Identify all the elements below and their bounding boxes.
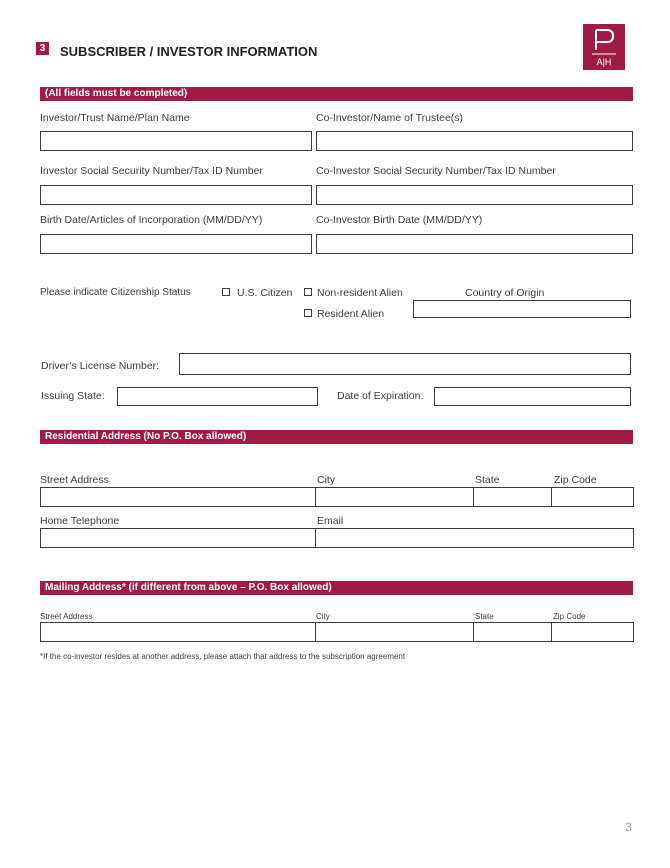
- page-number: 3: [625, 820, 632, 834]
- mail-city-field[interactable]: [315, 622, 474, 642]
- mailing-footnote: *If the co-investor resides at another address, please attach that address to the subscription agreement: [40, 652, 406, 661]
- citizenship-prompt: Please indicate Citizenship Status: [40, 287, 191, 298]
- co-investor-name-field[interactable]: [316, 131, 633, 151]
- res-state-field[interactable]: [473, 487, 552, 507]
- company-logo: [583, 24, 625, 70]
- resident-alien-checkbox[interactable]: [304, 309, 312, 317]
- residential-header: Residential Address (No P.O. Box allowed): [40, 430, 633, 444]
- investor-ssn-label: Investor Social Security Number/Tax ID Number: [40, 165, 263, 177]
- non-resident-label: Non-resident Alien: [317, 287, 403, 299]
- mail-city-label: City: [316, 612, 330, 621]
- investor-name-label: Investor/Trust Name/Plan Name: [40, 112, 190, 124]
- res-state-label: State: [475, 474, 500, 486]
- res-zip-label: Zip Code: [554, 474, 597, 486]
- expiration-label: Date of Expiration:: [337, 390, 424, 402]
- co-investor-ssn-field[interactable]: [316, 185, 633, 205]
- svg-text:A|H: A|H: [596, 57, 612, 67]
- investor-ssn-field[interactable]: [40, 185, 312, 205]
- section-title: SUBSCRIBER / INVESTOR INFORMATION: [60, 44, 318, 59]
- email-label: Email: [317, 515, 344, 527]
- us-citizen-label: U.S. Citizen: [237, 287, 293, 299]
- res-street-field[interactable]: [40, 487, 316, 507]
- co-investor-name-label: Co-Investor/Name of Trustee(s): [316, 112, 464, 124]
- birth-date-field[interactable]: [40, 234, 312, 254]
- mail-street-label: Street Address: [40, 612, 93, 621]
- non-resident-checkbox[interactable]: [304, 288, 312, 296]
- license-number-label: Driver’s License Number:: [41, 360, 160, 372]
- co-investor-ssn-label: Co-Investor Social Security Number/Tax ID Number: [316, 165, 556, 177]
- issuing-state-field[interactable]: [117, 387, 318, 406]
- res-city-label: City: [317, 474, 336, 486]
- ph-logo-icon: [583, 24, 625, 70]
- issuing-state-label: Issuing State:: [41, 390, 105, 402]
- co-birth-date-field[interactable]: [316, 234, 633, 254]
- mailing-header: Mailing Address* (if different from above – P.O. Box allowed): [40, 581, 633, 595]
- resident-alien-label: Resident Alien: [317, 308, 385, 320]
- mail-zip-label: Zip Code: [553, 612, 586, 621]
- mail-zip-field[interactable]: [551, 622, 634, 642]
- home-phone-field[interactable]: [40, 528, 316, 548]
- res-city-field[interactable]: [315, 487, 474, 507]
- expiration-field[interactable]: [434, 387, 631, 406]
- section-number-badge: 3: [36, 42, 49, 55]
- co-birth-date-label: Co-Investor Birth Date (MM/DD/YY): [316, 214, 483, 226]
- birth-date-label: Birth Date/Articles of Incorporation (MM/DD/YY): [40, 214, 263, 226]
- mail-state-label: State: [475, 612, 494, 621]
- email-field[interactable]: [315, 528, 634, 548]
- country-origin-label: Country of Origin: [465, 287, 545, 299]
- res-zip-field[interactable]: [551, 487, 634, 507]
- home-phone-label: Home Telephone: [40, 515, 120, 527]
- all-fields-banner: (All fields must be completed): [40, 87, 633, 101]
- mail-street-field[interactable]: [40, 622, 316, 642]
- investor-name-field[interactable]: [40, 131, 312, 151]
- mail-state-field[interactable]: [473, 622, 552, 642]
- license-number-field[interactable]: [179, 353, 631, 375]
- us-citizen-checkbox[interactable]: [222, 288, 230, 296]
- res-street-label: Street Address: [40, 474, 109, 486]
- country-origin-field[interactable]: [413, 300, 631, 318]
